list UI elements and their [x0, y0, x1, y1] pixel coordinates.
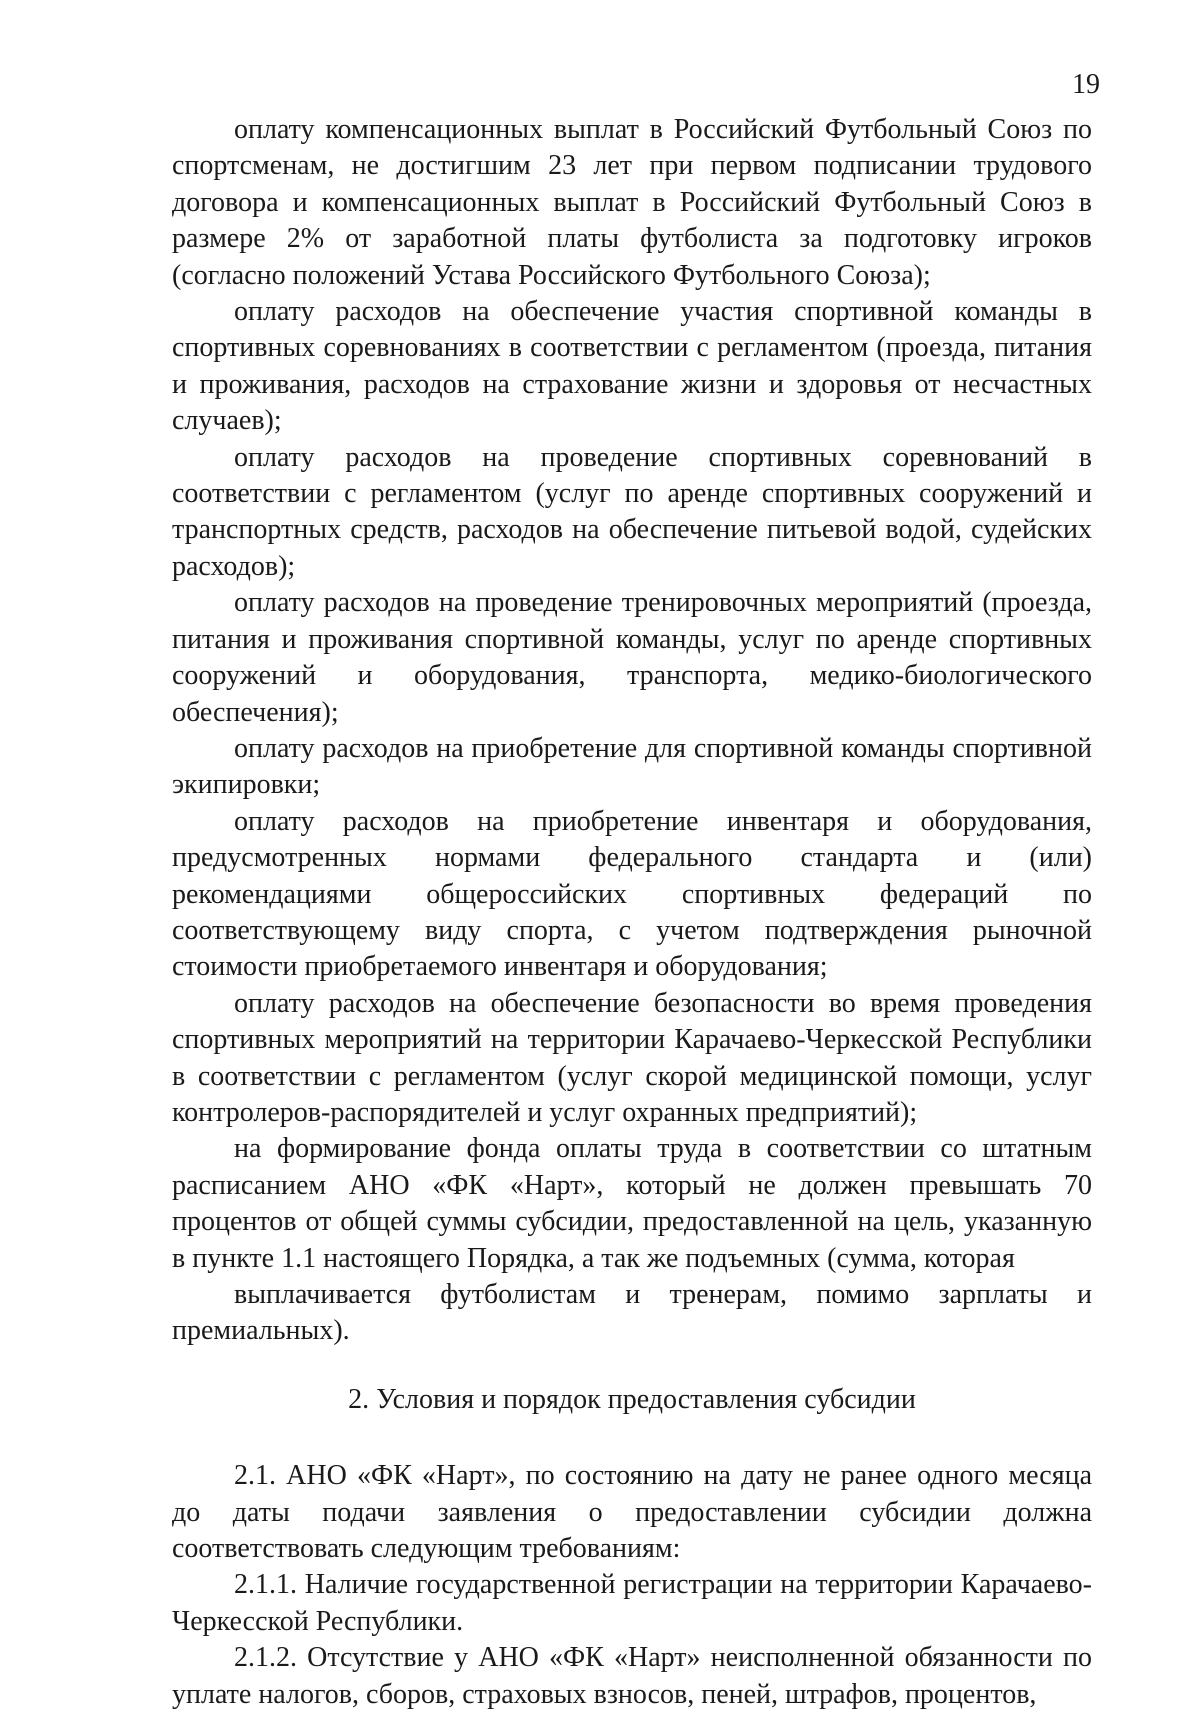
paragraph: на формирование фонда оплаты труда в соответствии со штатным расписанием АНО «ФК «Нарт», который не должен превышать 70 процентов от общей суммы субсидии, предоставленной на цель, указанную в пункте 1.1 настоящего Порядка, а так же подъемных (сумма, которая — [172, 1133, 1092, 1274]
paragraph: оплату расходов на приобретение инвентаря и оборудования, предусмотренных нормами федерального стандарта и (или) рекомендациями общероссийских спортивных федераций по соответствующему виду спорта, с учетом подтверждения рыночной стоимости приобретаемого инвентаря и оборудования; — [172, 805, 1092, 983]
paragraph: 2.1.1. Наличие государственной регистрации на территории Карачаево-Черкесской Республики. — [172, 1569, 1092, 1637]
paragraph: оплату расходов на приобретение для спортивной команды спортивной экипировки; — [172, 732, 1092, 801]
page-number: 19 — [1072, 69, 1100, 100]
document-body — [172, 112, 1092, 1713]
paragraph: 2.1. АНО «ФК «Нарт», по состоянию на дату не ранее одного месяца до даты подачи заявления о предоставлении субсидии должна соответствовать следующим требованиям: — [172, 1460, 1092, 1565]
paragraph: оплату расходов на обеспечение безопасности во время проведения спортивных мероприятий на территории Карачаево-Черкесской Республики в соответствии с регламентом (услуг скорой медицинской помощи, услуг контролеров-распорядителей и услуг охранных предприятий); — [172, 987, 1092, 1128]
paragraph: оплату компенсационных выплат в Российский Футбольный Союз по спортсменам, не достигшим 23 лет при первом подписании трудового договора и компенсационных выплат в Российский Футбольный Союз в размере 2% от заработной платы футболиста за подготовку игроков (согласно положений Устава Российского Футбольного Союза); — [172, 114, 1092, 291]
paragraph: 2.1.2. Отсутствие у АНО «ФК «Нарт» неисполненной обязанности по уплате налогов, сборов, страховых взносов, пеней, штрафов, процентов, — [172, 1642, 1092, 1710]
paragraph: выплачивается футболистам и тренерам, помимо зарплаты и премиальных). — [172, 1279, 1092, 1347]
section-heading: 2. Условия и порядок предоставления субсидии — [348, 1383, 916, 1415]
paragraph: оплату расходов на проведение спортивных соревнований в соответствии с регламентом (услуг по аренде спортивных сооружений и транспортных средств, расходов на обеспечение питьевой водой, судейских расходов); — [172, 441, 1092, 582]
paragraph: оплату расходов на обеспечение участия спортивной команды в спортивных соревнованиях в соответствии с регламентом (проезда, питания и проживания, расходов на страхование жизни и здоровья от несчастных случаев); — [172, 296, 1092, 437]
paragraph: оплату расходов на проведение тренировочных мероприятий (проезда, питания и проживания спортивной команды, услуг по аренде спортивных сооружений и оборудования, транспорта, медико-биологического обеспечения); — [172, 587, 1092, 728]
